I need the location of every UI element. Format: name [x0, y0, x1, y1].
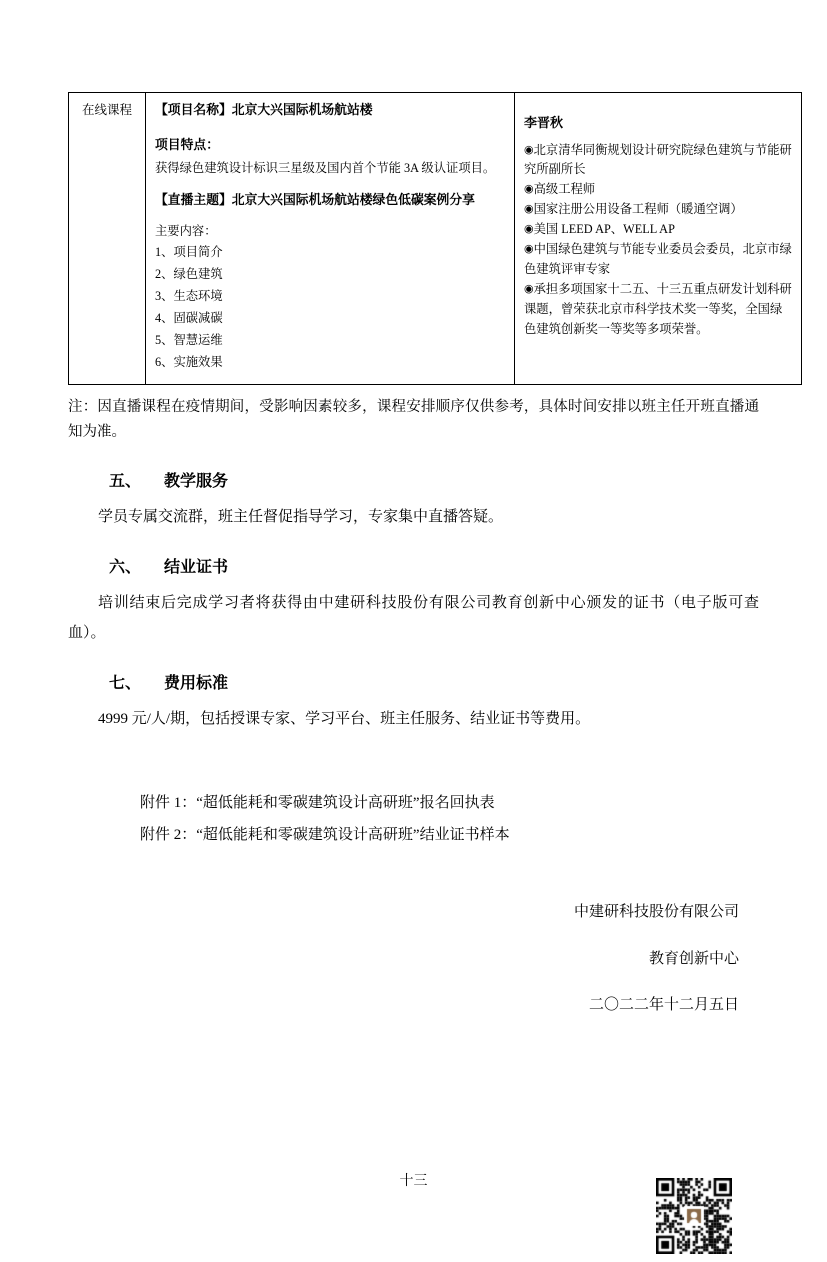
section-title: 教学服务	[164, 473, 229, 491]
bullet-icon: ◉	[524, 183, 534, 196]
expert-credential-text: 中国绿色建筑与节能专业委员会委员，北京市绿色建筑评审专家	[524, 242, 792, 276]
table-cell-category: 在线课程	[69, 93, 146, 385]
expert-credential-text: 美国 LEED AP、WELL AP	[533, 222, 675, 237]
project-title: 【项目名称】北京大兴国际机场航站楼	[155, 103, 373, 117]
bullet-icon: ◉	[524, 243, 534, 256]
signature-date: 二〇二二年十二月五日	[588, 997, 739, 1014]
spacer	[155, 179, 505, 191]
section-number: 七、	[109, 674, 142, 692]
bullet-icon: ◉	[524, 143, 534, 156]
expert-credential-text: 北京清华同衡规划设计研究院绿色建筑与节能研究所副所长	[524, 142, 792, 177]
expert-credential	[524, 141, 792, 181]
expert-credential-text: 承担多项国家十二五、十三五重点研发计划科研课题，曾荣获北京市科学技术奖一等奖，全国绿色建筑创新奖一等奖等多项荣誉。	[524, 281, 792, 336]
expert-credential	[524, 280, 792, 340]
section-number: 六、	[109, 559, 142, 577]
signature-company: 中建研科技股份有限公司	[573, 904, 739, 921]
expert-credential	[524, 180, 792, 200]
expert-credential	[524, 240, 792, 280]
live-topic-title: 【直播主题】北京大兴国际机场航站楼绿色低碳案例分享	[155, 192, 475, 207]
list-item: 1、项目简介	[155, 245, 223, 260]
expert-credential	[524, 200, 792, 220]
bullet-icon: ◉	[524, 223, 534, 236]
section-body-7: 4999 元/人/期，包括授课专家、学习平台、班主任服务、结业证书等费用。	[98, 710, 591, 727]
feature-text: 获得绿色建筑设计标识三星级及国内首个节能 3A 级认证项目。	[155, 160, 496, 175]
table-cell-course-content	[146, 93, 515, 385]
section-heading-7	[68, 670, 759, 693]
signature-block	[68, 897, 759, 1022]
section-number: 五、	[109, 473, 142, 491]
spacer	[155, 124, 505, 136]
spacer	[524, 101, 792, 113]
expert-credential	[524, 220, 792, 240]
attachment-item: 附件 1：“超低能耗和零碳建筑设计高研班”报名回执表	[140, 795, 495, 812]
section-title: 费用标准	[164, 674, 229, 692]
attachment-list	[68, 788, 759, 851]
section-body-5: 学员专属交流群，班主任督促指导学习，专家集中直播答疑。	[98, 509, 504, 526]
list-item: 4、固碳减碳	[155, 310, 223, 325]
bullet-icon: ◉	[524, 282, 534, 295]
note-text: 注：因直播课程在疫情期间，受影响因素较多，课程安排顺序仅供参考，具体时间安排以班主任开班直播通知为准。	[68, 398, 759, 441]
list-item: 3、生态环境	[155, 289, 223, 304]
qr-code-canvas	[656, 1178, 732, 1254]
section-heading-6	[68, 554, 759, 577]
expert-name: 李晋秋	[524, 115, 564, 130]
qr-code-image	[656, 1178, 732, 1254]
course-table	[68, 92, 802, 385]
list-item: 5、智慧运维	[155, 332, 223, 347]
table-cell-expert	[515, 93, 802, 385]
bullet-icon: ◉	[524, 203, 534, 216]
content-label: 主要内容：	[155, 224, 217, 239]
page-number: 十三	[399, 1174, 428, 1189]
spacer	[155, 213, 505, 222]
expert-credential-text: 高级工程师	[533, 182, 596, 197]
attachment-item: 附件 2：“超低能耗和零碳建筑设计高研班”结业证书样本	[140, 826, 510, 843]
list-item: 2、绿色建筑	[155, 267, 223, 282]
list-item: 6、实施效果	[155, 354, 223, 369]
expert-credential-text: 国家注册公用设备工程师（暖通空调）	[533, 202, 743, 217]
section-body-6: 培训结束后完成学习者将获得由中建研科技股份有限公司教育创新中心颁发的证书（电子版可查血）。	[68, 595, 759, 641]
section-title: 结业证书	[164, 559, 229, 577]
section-heading-5	[68, 468, 759, 491]
table-row	[69, 93, 802, 385]
document-page	[0, 92, 827, 1262]
feature-label: 项目特点：	[155, 137, 219, 152]
signature-department: 教育创新中心	[648, 950, 739, 967]
